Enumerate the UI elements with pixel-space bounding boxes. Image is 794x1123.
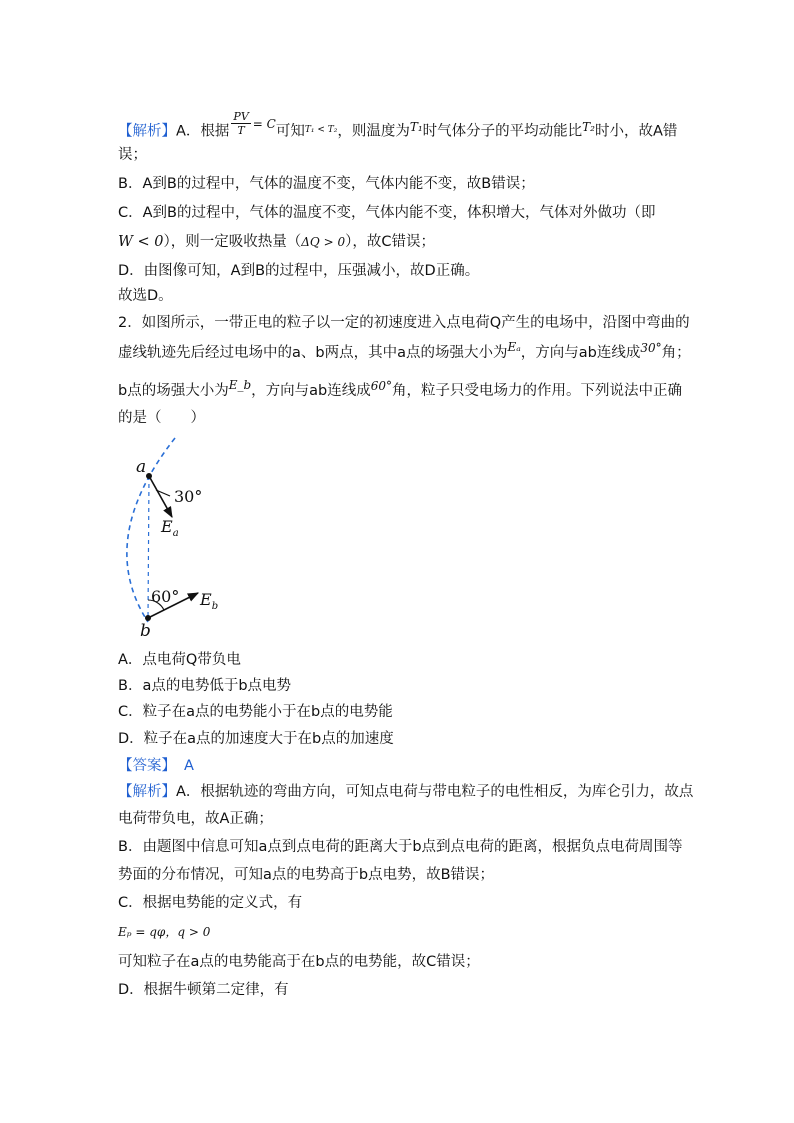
- fraction-denominator: T: [237, 124, 245, 137]
- answer-value: A: [184, 758, 194, 774]
- field-label-b: $E_b$: [200, 590, 219, 612]
- angle-label-a: 30°: [174, 487, 203, 506]
- field-a-symbol: Eₐ: [507, 340, 521, 354]
- text: 角；: [661, 345, 691, 361]
- text: A．根据: [176, 123, 230, 140]
- text: 角，粒子只受电场力的作用。下列说法中正确: [392, 383, 683, 399]
- work-condition: W < 0: [118, 234, 164, 250]
- q2-stem-line-4: 的是（ ）: [118, 410, 205, 426]
- q2-stem-line-2: [118, 340, 691, 363]
- text: ，方向与ab连线成: [520, 345, 641, 361]
- potential-energy-formula: Eₚ = qφ: [118, 925, 166, 939]
- angle-30: 30°: [640, 341, 662, 355]
- q2-stem-line-1: 2．如图所示，一带正电的粒子以一定的初速度进入点电荷Q产生的电场中，沿图中弯曲的: [118, 315, 690, 331]
- answer-tag: 【答案】: [118, 758, 176, 774]
- fraction-pv-over-t: [231, 110, 250, 137]
- q1-analysis-line-c-cont: [118, 232, 435, 252]
- angle-label-b: 60°: [151, 587, 180, 606]
- angle-60: 60°: [370, 379, 393, 393]
- text: b点的场强大小为: [118, 383, 229, 399]
- t2-symbol: T₂: [582, 119, 595, 134]
- option-b: B．a点的电势低于b点电势: [118, 678, 292, 694]
- fraction-numerator: PV: [233, 110, 249, 123]
- t-relation: T₁ < T₂: [304, 124, 338, 135]
- q1-analysis-line-a: [118, 110, 678, 145]
- q2-analysis-line-c: C．根据电势能的定义式，有: [118, 895, 303, 911]
- text: ，则温度为: [337, 123, 410, 140]
- text: 时小，故A错: [594, 123, 678, 140]
- q1-analysis-line-b: B．A到B的过程中，气体的温度不变，气体内能不变，故B错误；: [118, 176, 535, 192]
- field-arrow-a: [149, 476, 172, 517]
- option-a: A．点电荷Q带负电: [118, 652, 241, 668]
- q2-analysis-line-a-cont: 电荷带负电，故A正确；: [118, 811, 273, 827]
- q2-analysis-line-b: B．由题图中信息可知a点到点电荷的距离大于b点到点电荷的距离，根据负点电荷周围等: [118, 839, 683, 855]
- field-label-a: $E_a$: [161, 517, 179, 539]
- q2-analysis-formula: [118, 922, 210, 942]
- electric-field-diagram: [120, 430, 240, 640]
- text: 可知: [275, 123, 305, 140]
- analysis-tag: 【解析】: [118, 784, 176, 800]
- field-b-symbol: E_b: [228, 378, 252, 392]
- q1-conclusion: 故选D。: [118, 288, 173, 304]
- label-a: a: [136, 457, 147, 477]
- option-d: D．粒子在a点的加速度大于在b点的加速度: [118, 731, 394, 747]
- ab-connecting-line: [148, 476, 149, 618]
- text: A．根据轨迹的弯曲方向，可知点电荷与带电粒子的电性相反，为库仑引力，故点: [176, 784, 694, 800]
- text: 时气体分子的平均动能比: [422, 123, 583, 140]
- q2-analysis-line-c-cont: 可知粒子在a点的电势能高于在b点的电势能，故C错误；: [118, 954, 480, 970]
- text: 虚线轨迹先后经过电场中的a、b两点，其中a点的场强大小为: [118, 345, 508, 361]
- q1-analysis-line-a-cont: 误；: [118, 147, 147, 163]
- q1-analysis-line-c: C．A到B的过程中，气体的温度不变，气体内能不变，体积增大，气体对外做功（即: [118, 205, 656, 221]
- text: ），则一定吸收热量（: [163, 234, 302, 250]
- heat-condition: ΔQ > 0: [301, 235, 346, 249]
- charge-condition: ，q > 0: [165, 925, 211, 939]
- analysis-tag: 【解析】: [118, 123, 176, 140]
- text: ），故C错误；: [345, 234, 435, 250]
- q2-analysis-line-b-cont: 势面的分布情况，可知a点的电势高于b点电势，故B错误；: [118, 867, 495, 883]
- q2-stem-line-3: [118, 378, 683, 401]
- answer-line: [118, 756, 194, 776]
- t1-symbol: T₁: [409, 119, 423, 134]
- option-c: C．粒子在a点的电势能小于在b点的电势能: [118, 704, 393, 720]
- q1-analysis-line-d: D．由图像可知，A到B的过程中，压强减小，故D正确。: [118, 263, 480, 279]
- q2-analysis-line-a: [118, 782, 693, 802]
- fraction-equals: = C: [252, 116, 276, 131]
- text: ，方向与ab连线成: [251, 383, 371, 399]
- q2-analysis-line-d: D．根据牛顿第二定律，有: [118, 982, 289, 998]
- label-b: b: [140, 621, 151, 640]
